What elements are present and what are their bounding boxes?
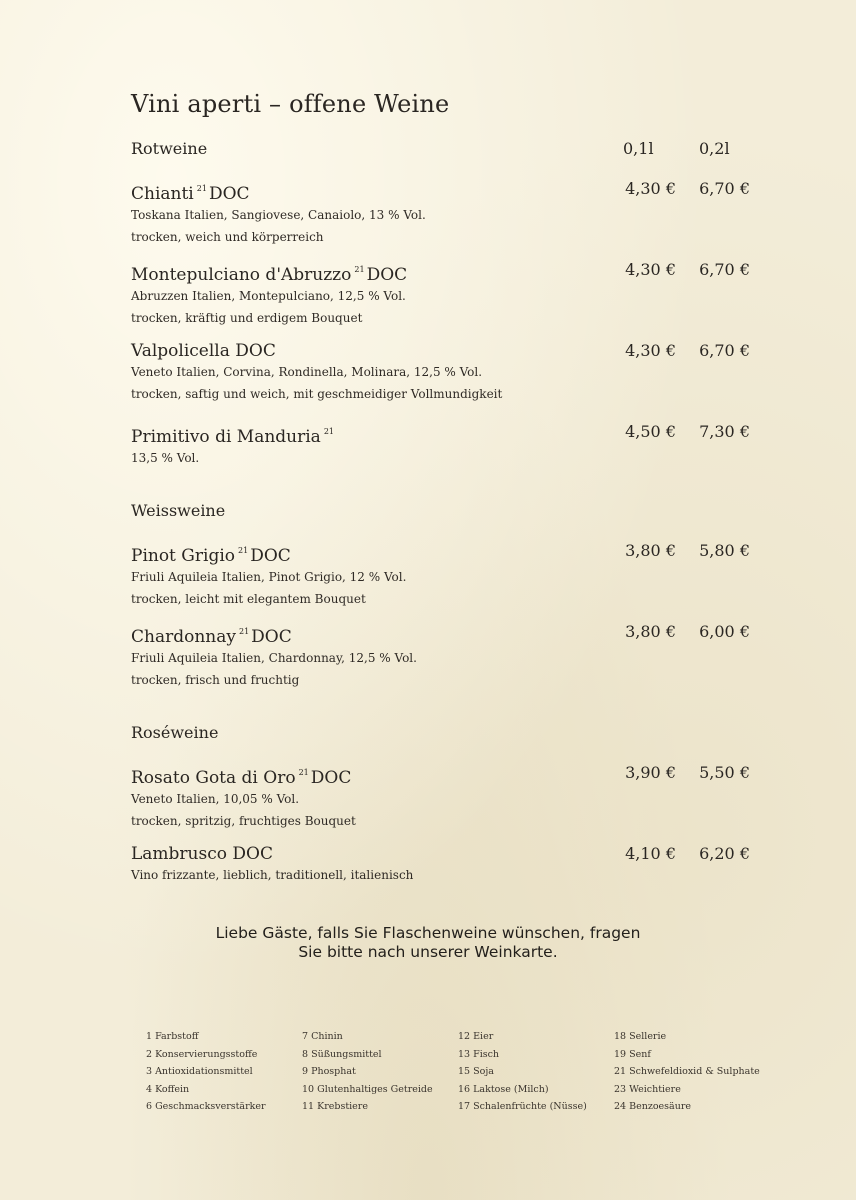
wine-item <box>131 422 751 469</box>
wine-item <box>131 763 751 831</box>
allergen-ref: 21 <box>354 265 365 274</box>
allergen-ref: 21 <box>196 184 207 193</box>
wine-name: Chardonnay $^{21}$ DOC <box>131 627 292 647</box>
section-label: Weissweine <box>131 501 226 520</box>
allergen-ref: 21 <box>238 546 249 555</box>
wine-name: Lambrusco DOC <box>131 844 273 864</box>
wine-origin: Vino frizzante, lieblich, traditionell, italienisch <box>131 868 414 882</box>
price-large: 7,30 € <box>699 422 750 441</box>
wine-name: Primitivo di Manduria $^{21}$ <box>131 427 335 447</box>
allergen-ref: 21 <box>238 627 250 636</box>
allergen-item: 1 Farbstoff <box>146 1031 199 1042</box>
price-large: 6,70 € <box>699 341 750 360</box>
wine-name: Valpolicella DOC <box>131 341 276 361</box>
allergen-item: 3 Antioxidationsmittel <box>146 1066 253 1078</box>
wine-item <box>131 341 751 404</box>
allergen-item: 12 Eier <box>458 1031 494 1042</box>
allergen-column <box>146 1028 266 1116</box>
section-header <box>131 139 751 159</box>
allergen-item: 18 Sellerie <box>614 1031 667 1042</box>
price-small: 4,50 € <box>625 422 676 441</box>
allergen-ref: 21 <box>323 427 335 436</box>
price-large: 6,00 € <box>699 622 750 641</box>
bottle-wine-note <box>0 924 856 962</box>
section-label: Rotweine <box>131 139 208 158</box>
wine-taste: trocken, kräftig und erdigem Bouquet <box>131 310 363 325</box>
price-large: 6,20 € <box>699 844 750 863</box>
allergen-item: 8 Süßungsmittel <box>302 1048 382 1060</box>
allergen-column <box>458 1028 587 1116</box>
allergen-item: 16 Laktose (Milch) <box>458 1083 549 1095</box>
wine-taste: trocken, saftig und weich, mit geschmeidiger Vollmundigkeit <box>131 386 503 401</box>
allergen-item: 2 Konservierungsstoffe <box>146 1048 258 1060</box>
allergen-column <box>302 1028 433 1116</box>
wine-item <box>131 179 751 247</box>
allergen-item: 21 Schwefeldioxid & Sulphate <box>614 1066 760 1078</box>
wine-name: Chianti $^{21}$ DOC <box>131 184 250 204</box>
wine-origin: Abruzzen Italien, Montepulciano, 12,5 % Vol. <box>131 289 406 303</box>
section-roseweine <box>131 723 751 882</box>
column-header-small: 0,1l <box>623 139 654 158</box>
note-line-2: Sie bitte nach unserer Weinkarte. <box>298 943 558 961</box>
wine-taste: trocken, frisch und fruchtig <box>131 672 300 687</box>
allergen-item: 7 Chinin <box>302 1031 343 1042</box>
allergen-item: 10 Glutenhaltiges Getreide <box>302 1083 433 1095</box>
wine-origin: Veneto Italien, Corvina, Rondinella, Molinara, 12,5 % Vol. <box>131 365 483 379</box>
allergen-item: 24 Benzoesäure <box>614 1101 691 1113</box>
column-header-large: 0,2l <box>699 139 730 158</box>
allergen-item: 17 Schalenfrüchte (Nüsse) <box>458 1101 587 1113</box>
price-small: 3,80 € <box>625 622 676 641</box>
allergen-item: 15 Soja <box>458 1066 494 1078</box>
page-title: Vini aperti – offene Weine <box>131 90 450 118</box>
section-header <box>131 501 751 521</box>
wine-origin: Friuli Aquileia Italien, Chardonnay, 12,5 % Vol. <box>131 651 417 665</box>
section-rotweine <box>131 139 751 465</box>
note-line-1: Liebe Gäste, falls Sie Flaschenweine wünschen, fragen <box>215 924 641 942</box>
price-small: 4,30 € <box>625 260 676 279</box>
price-large: 5,80 € <box>699 541 750 560</box>
wine-item <box>131 622 751 690</box>
price-small: 4,10 € <box>625 844 676 863</box>
wine-item <box>131 844 751 886</box>
allergen-item: 4 Koffein <box>146 1083 190 1095</box>
wine-name: Montepulciano d'Abruzzo $^{21}$ DOC <box>131 265 408 285</box>
allergen-item: 6 Geschmacksverstärker <box>146 1101 266 1113</box>
wine-origin: Toskana Italien, Sangiovese, Canaiolo, 13 % Vol. <box>131 208 426 222</box>
price-large: 5,50 € <box>699 763 750 782</box>
allergen-item: 9 Phosphat <box>302 1066 356 1078</box>
wine-name: Rosato Gota di Oro $^{21}$ DOC <box>131 768 352 788</box>
allergen-item: 23 Weichtiere <box>614 1083 681 1095</box>
wine-origin: Friuli Aquileia Italien, Pinot Grigio, 12 % Vol. <box>131 570 407 584</box>
price-small: 4,30 € <box>625 341 676 360</box>
wine-taste: trocken, leicht mit elegantem Bouquet <box>131 591 366 606</box>
allergen-ref: 21 <box>298 768 309 777</box>
price-large: 6,70 € <box>699 260 750 279</box>
section-header <box>131 723 751 743</box>
wine-item <box>131 260 751 328</box>
price-small: 3,80 € <box>625 541 676 560</box>
wine-name: Pinot Grigio $^{21}$ DOC <box>131 546 291 566</box>
wine-origin: 13,5 % Vol. <box>131 451 200 465</box>
allergen-item: 11 Krebstiere <box>302 1101 368 1113</box>
price-small: 4,30 € <box>625 179 676 198</box>
wine-taste: trocken, spritzig, fruchtiges Bouquet <box>131 813 356 828</box>
price-small: 3,90 € <box>625 763 676 782</box>
section-label: Roséweine <box>131 723 219 742</box>
price-large: 6,70 € <box>699 179 750 198</box>
section-weissweine <box>131 501 751 687</box>
allergen-column <box>614 1028 760 1116</box>
wine-taste: trocken, weich und körperreich <box>131 229 324 244</box>
allergen-item: 13 Fisch <box>458 1048 500 1060</box>
wine-item <box>131 541 751 609</box>
wine-origin: Veneto Italien, 10,05 % Vol. <box>131 792 300 806</box>
allergen-item: 19 Senf <box>614 1048 651 1060</box>
